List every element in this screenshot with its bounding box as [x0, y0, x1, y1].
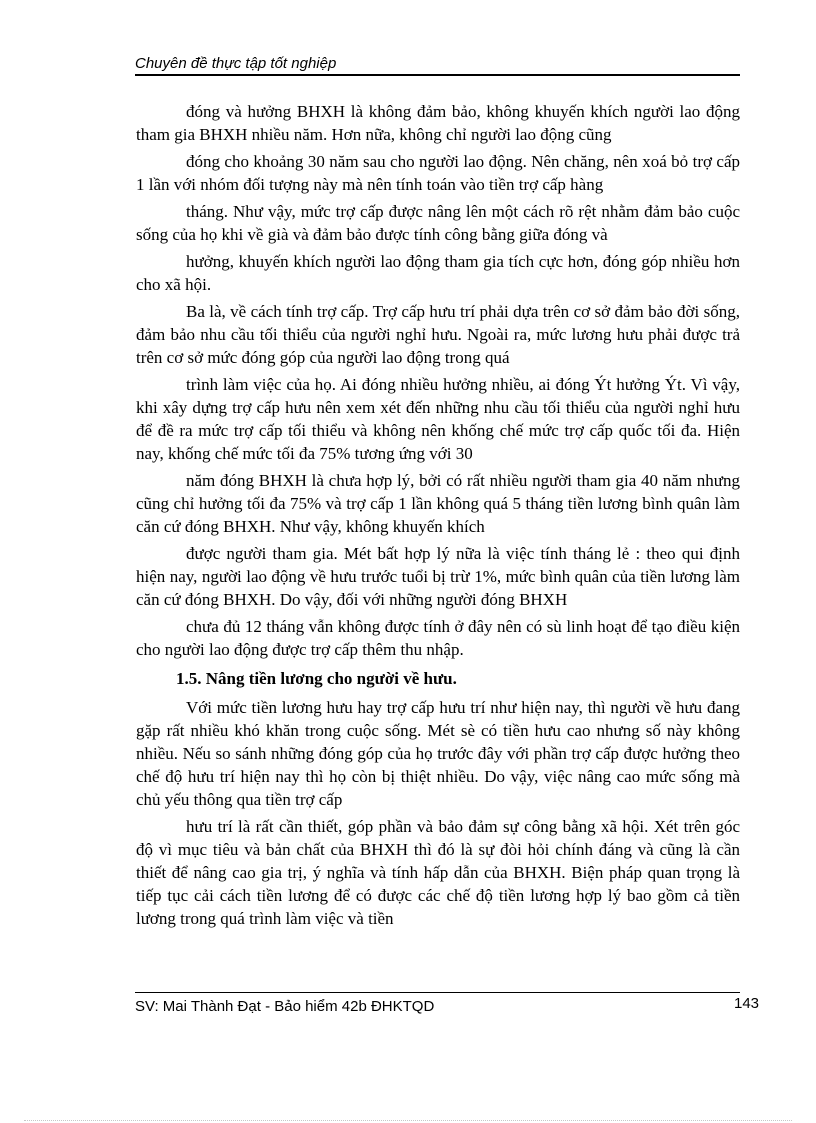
footer-divider [135, 992, 740, 993]
body-paragraph: được người tham gia. Mét bất hợp lý nữa là việc tính tháng lẻ : theo qui định hiện nay, người lao động về hưu trước tuổi bị trừ 1%, mức bình quân của tiền lương làm căn cứ đóng BHXH. Do vậy, đối với những người đóng BHXH [136, 544, 740, 609]
body-paragraph: hưởng, khuyến khích người lao động tham gia tích cực hơn, đóng góp nhiều hơn cho xã hội. [136, 252, 740, 294]
body-paragraph: đóng cho khoảng 30 năm sau cho người lao động. Nên chăng, nên xoá bỏ trợ cấp 1 lần với nhóm đối tượng này mà nên tính toán vào tiền trợ cấp hàng [136, 152, 740, 194]
body-paragraph: Ba là, về cách tính trợ cấp. Trợ cấp hưu trí phải dựa trên cơ sở đảm bảo đời sống, đảm bảo nhu cầu tối thiểu của người nghỉ hưu. Ngoài ra, mức lương hưu phải được trả trên cơ sở mức đóng góp của người lao động trong quá [136, 302, 740, 367]
section-paragraph: Với mức tiền lương hưu hay trợ cấp hưu trí như hiện nay, thì người về hưu đang gặp rất nhiều khó khăn trong cuộc sống. Mét sè có tiền hưu cao nhưng số này không nhiều. Nếu so sánh những đóng góp của họ trước đây với phần trợ cấp được hưởng theo chế độ hưu trí hiện nay thì họ còn bị thiệt nhiều. Do vậy, việc nâng cao mức sống mà chủ yếu thông qua tiền trợ cấp [136, 698, 740, 809]
section-heading: 1.5. Nâng tiền lương cho người về hưu. [176, 669, 457, 688]
page-bottom-dotted-line [24, 1120, 792, 1121]
body-paragraph: chưa đủ 12 tháng vẫn không được tính ở đây nên có sù linh hoạt để tạo điều kiện cho người lao động được trợ cấp thêm thu nhập. [136, 617, 740, 659]
page-number: 143 [734, 995, 760, 1012]
body-paragraph: năm đóng BHXH là chưa hợp lý, bởi có rất nhiều người tham gia 40 năm nhưng cũng chỉ hưởng tối đa 75% và trợ cấp 1 lần không quá 5 tháng tiền lương bình quân làm căn cứ đóng BHXH. Như vậy, không khuyến khích [136, 471, 740, 536]
document-body [136, 100, 740, 934]
body-paragraph: đóng và hưởng BHXH là không đảm bảo, không khuyến khích người lao động tham gia BHXH nhiều năm. Hơn nữa, không chỉ người lao động cũng [136, 102, 740, 144]
header-divider [135, 74, 740, 76]
body-paragraph: tháng. Như vậy, mức trợ cấp được nâng lên một cách rõ rệt nhằm đảm bảo cuộc sống của họ khi về già và đảm bảo được tính công bằng giữa đóng và [136, 202, 740, 244]
page-header-title: Chuyên đề thực tập tốt nghiệp [135, 55, 337, 72]
footer-author: SV: Mai Thành Đạt - Bảo hiểm 42b ĐHKTQD [135, 998, 435, 1015]
section-paragraph: hưu trí là rất cần thiết, góp phần và bảo đảm sự công bằng xã hội. Xét trên góc độ vì mục tiêu và bản chất của BHXH thì đó là sự đòi hỏi chính đáng và cũng là cần thiết để nâng cao gia trị, ý nghĩa và tính hấp dẫn của BHXH. Biện pháp quan trọng là tiếp tục cải cách tiền lương để có được các chế độ tiền lương hợp lý bao gồm cả tiền lương trong quá trình làm việc và tiền [136, 817, 740, 928]
body-paragraph: trình làm việc của họ. Ai đóng nhiều hưởng nhiều, ai đóng Ýt hưởng Ýt. Vì vậy, khi xây dựng trợ cấp hưu nên xem xét đến những nhu cầu tối thiểu của người nghỉ hưu để đề ra mức trợ cấp tối thiểu và không nên khống chế mức trợ cấp quốc tối đa. Hiện nay, khống chế mức tối đa 75% tương ứng với 30 [136, 375, 740, 463]
